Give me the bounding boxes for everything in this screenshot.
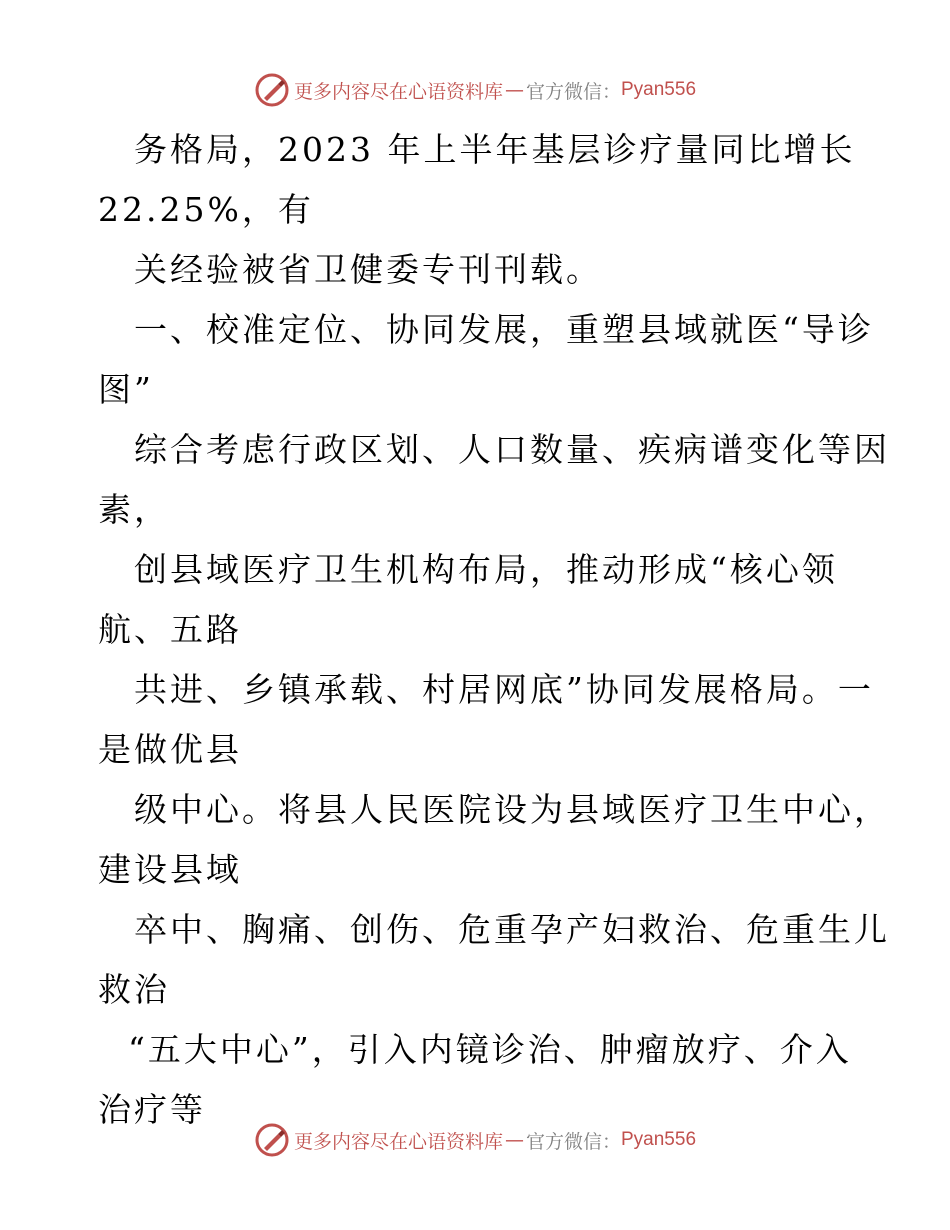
watermark-dash: — [504, 1129, 524, 1151]
watermark-header [0, 70, 950, 110]
section-heading: 一、校准定位、协同发展，重塑县域就医“导诊 [134, 310, 874, 349]
watermark-label: 官方微信： [525, 80, 621, 103]
watermark-footer [0, 1120, 950, 1160]
watermark-wechat-id: Pyan556 [621, 79, 697, 100]
pen-logo-icon [254, 1122, 290, 1158]
body-line: 是做优县 [98, 730, 242, 769]
body-line: 治疗等 [98, 1090, 206, 1129]
body-line: 综合考虑行政区划、人口数量、疾病谱变化等因 [134, 430, 890, 469]
document-body [98, 120, 890, 1140]
body-line: 建设县域 [98, 850, 242, 889]
body-line: 共进、乡镇承载、村居网底”协同发展格局。一 [134, 670, 874, 709]
body-line: 卒中、胸痛、创伤、危重孕产妇救治、危重生儿 [134, 910, 890, 949]
body-line: 救治 [98, 970, 170, 1009]
body-line: “五大中心”，引入内镜诊治、肿瘤放疗、介入 [128, 1030, 852, 1069]
body-line: 务格局，2023 年上半年基层诊疗量同比增长 [134, 130, 856, 169]
body-line: 级中心。将县人民医院设为县域医疗卫生中心， [134, 790, 890, 829]
body-line: 航、五路 [98, 610, 242, 649]
pen-logo-icon [254, 72, 290, 108]
watermark-text: 更多内容尽在心语资料库 [293, 1130, 503, 1153]
body-line: 图” [98, 370, 154, 409]
watermark-dash: — [504, 79, 524, 101]
body-line: 素， [98, 490, 170, 529]
watermark-label: 官方微信： [525, 1130, 621, 1153]
body-line: 创县域医疗卫生机构布局，推动形成“核心领 [134, 550, 838, 589]
body-line: 22.25%，有 [98, 190, 314, 229]
watermark-text: 更多内容尽在心语资料库 [293, 80, 503, 103]
watermark-wechat-id: Pyan556 [621, 1129, 697, 1150]
body-line: 关经验被省卫健委专刊刊载。 [134, 250, 602, 289]
